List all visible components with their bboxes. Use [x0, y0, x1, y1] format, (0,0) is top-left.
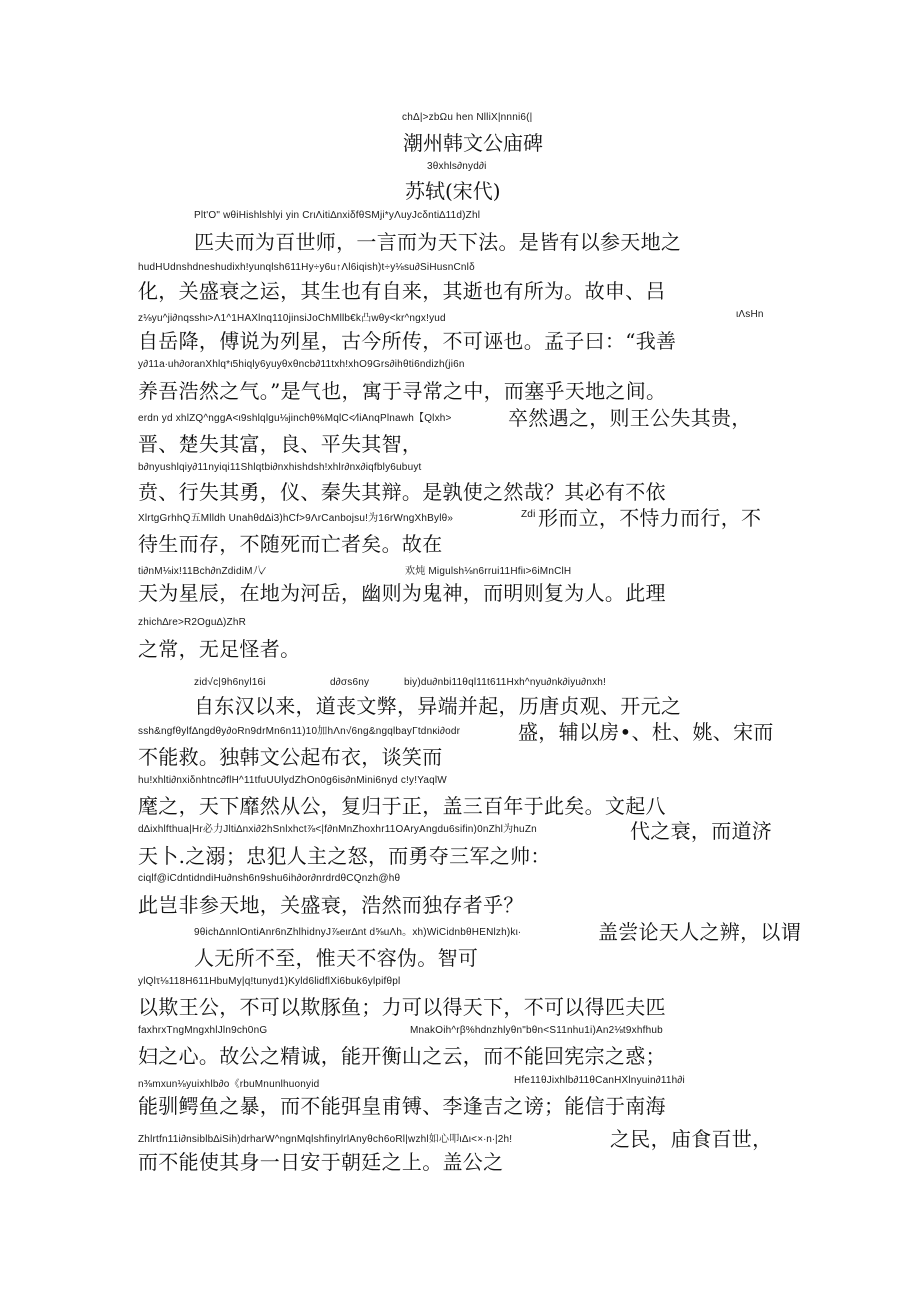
text-line: 麾之，天下靡然从公，复归于正，盖三百年于此矣。文起八 — [138, 794, 666, 818]
pinyin-line: Zhlrtfn11i∂nsiblb∆iSih)drharW^ngnMqlshfinylrlAnyθch6oRl|wzhl如心叩ιΔι<×∙n∙|2h! — [138, 1134, 513, 1145]
pinyin-line: d∂σs6ny — [330, 677, 370, 688]
text-line: 之常，无足怪者。 — [138, 637, 301, 661]
pinyin-line: hu!xhlti∂nxiδnhtnc∂flH^11tfuUUlydZhOn0g6is∂nMini6nyd c!y!YaqlW — [138, 775, 447, 786]
text-line: 化，关盛衰之运，其生也有自来，其逝也有所为。故申、吕 — [138, 279, 666, 303]
pinyin-line: XlrtgGrhhQ五Mlldh Unahθd∆i3)hCf>9ΛrCanbojsu!为16rWngXhBylθ» — [138, 513, 454, 524]
text-line: 卒然遇之，则王公失其贵， — [508, 406, 752, 430]
pinyin-line: ιΛsHn — [736, 309, 764, 320]
text-line: 自岳降，傅说为列星，古今所传，不可诬也。孟子曰：“我善 — [138, 329, 677, 353]
text-line: 能驯鳄鱼之暴，而不能弭皇甫镈、李逢吉之谤；能信于南海 — [138, 1094, 666, 1118]
pinyin-line: hudHUdnshdneshudixh!yunqlsh611Hy÷y6u↑Λl6iqish)t÷y⅛su∂SiHusnCnlδ — [138, 262, 475, 273]
pinyin-line: 9θichΔnnlOntiAnr6nZhlhidnyJ⅞eιr∆nt d⅝uΛh。xh)WiCidnbθHENlzh)kι∙ — [194, 927, 522, 938]
pinyin-line: ssh&ngfθylf∆ngdθy∂oRn9drMn6n11)10加hΛn√6ng&ngqlbayΓtdnκi∂odr — [138, 726, 461, 737]
author-line: 苏轼(宋代) — [405, 179, 501, 203]
pinyin-line: zhich∆re>R2Ogu∆)ZhR — [138, 617, 247, 628]
pinyin-line: Hfe11θJixhlb∂11θCanHXlnyuin∂11h∂i — [514, 1075, 685, 1086]
text-line: 代之衰，而道济 — [630, 819, 773, 843]
pinyin-line: erdn yd xhlZQ^nggA<ι9shlqlgu⅛jinchθ%MqlC<∕liAnqPlnawh【Qlxh> — [138, 413, 452, 424]
pinyin-line: d∆ixhlfthua|Hr必力Jlti∆nxi∂2hSnlxhct⅞<|f∂nMnZhoxhr11OAryAngdu6sifin)0nZhl为huZn — [138, 824, 537, 835]
author-pinyin: 3θxhls∂nyd∂i — [427, 161, 487, 172]
pinyin-line: zid√c|9h6nyl16i — [194, 677, 266, 688]
text-line: 自东汉以来，道丧文弊，异端并起，历唐贞观、开元之 — [194, 694, 682, 718]
pinyin-line: 欢炖 Migulsh⅛n6rrui11Hfiι>6iMnClH — [405, 566, 572, 577]
text-line: 待生而存，不随死而亡者矣。故在 — [138, 532, 443, 556]
pinyin-line: y∂11a∙uh∂oranXhlq*ι5hiqly6yuyθxθncb∂11txh!xhO9Grs∂ihθti6ndizh(ji6n — [138, 359, 465, 370]
text-line: 之民，庙食百世， — [610, 1127, 773, 1151]
pinyin-line: ylQlτ⅛118H611HbuMy|q!tunyd1)Kyld6lidflXi6buk6ylpifθpl — [138, 976, 401, 987]
pinyin-line: Plt'O" wθiHishlshlyi yin CrιΛiti∆nxiδfθSMji*yΛuyJcδnti∆11d)Zhl — [194, 210, 481, 221]
pinyin-line: Zdi — [521, 509, 536, 520]
text-line: 天卜.之溺；忠犯人主之怒，而勇夺三军之帅： — [138, 844, 551, 868]
text-line: 盛，辅以房•、杜、姚、宋而 — [518, 720, 774, 744]
pinyin-line: ciqlf@iCdntidndiHu∂nsh6n9shu6ih∂or∂nrdrdθCQnzh@hθ — [138, 873, 401, 884]
text-line: 养吾浩然之气。”是气也，寓于寻常之中，而塞乎天地之间。 — [138, 379, 667, 403]
text-line: 贲、行失其勇，仪、秦失其辩。是孰使之然哉？其必有不依 — [138, 480, 666, 504]
title-pinyin: chΔ|>zbΩu hen NlliX|nnni6(| — [402, 112, 533, 123]
text-line: 晋、楚失其富，良、平失其智， — [138, 432, 423, 456]
text-line: 而不能使其身一日安于朝廷之上。盖公之 — [138, 1150, 504, 1174]
pinyin-line: biy)du∂nbi11θql11t611Hxh^nyu∂nk∂iyu∂nxh! — [404, 677, 607, 688]
text-line: 妇之心。故公之精诚，能开衡山之云，而不能回宪宗之惑； — [138, 1044, 666, 1068]
pinyin-line: faxhrxTngMngxhlJln9ch0nG — [138, 1025, 268, 1036]
page-title: 潮州韩文公庙碑 — [403, 131, 543, 155]
text-line: 此岂非参天地，关盛衰，浩然而独存者乎？ — [138, 893, 524, 917]
pinyin-line: b∂nyushlqiy∂11nyiqi11Shlqtbi∂nxhishdsh!xhlr∂nx∂iqfbly6ubuyt — [138, 462, 422, 473]
pinyin-line: z⅛yu^ji∂nqsshι>Λ1^1HAXlnq110jinsiJoChMllb€k凸wθy<kr^ngx!yud — [138, 313, 446, 324]
text-line: 盖尝论天人之辨，以谓 — [598, 920, 801, 944]
text-line: 人无所不至，惟天不容伪。智可 — [194, 946, 479, 970]
text-line: 不能救。独韩文公起布衣，谈笑而 — [138, 745, 443, 769]
text-line: 天为星辰，在地为河岳，幽则为鬼神，而明则复为人。此理 — [138, 581, 666, 605]
pinyin-line: MnakOih^rβ%hdnzhlyθn"bθn<S11nhu1i)An2⅛t9xhfhub — [410, 1025, 663, 1036]
text-line: 以欺王公，不可以欺豚鱼；力可以得天下，不可以得匹夫匹 — [138, 995, 666, 1019]
pinyin-line: n⅜mxun⅛yuixhlb∂o《rbuMnunlhuonyid — [138, 1079, 320, 1090]
pinyin-line: ti∂nM⅛ix!11Bch∂nZdidiM八∕ — [138, 566, 265, 577]
text-line: 形而立，不恃力而行，不 — [538, 506, 762, 530]
text-line: 匹夫而为百世师，一言而为天下法。是皆有以参天地之 — [194, 230, 682, 254]
